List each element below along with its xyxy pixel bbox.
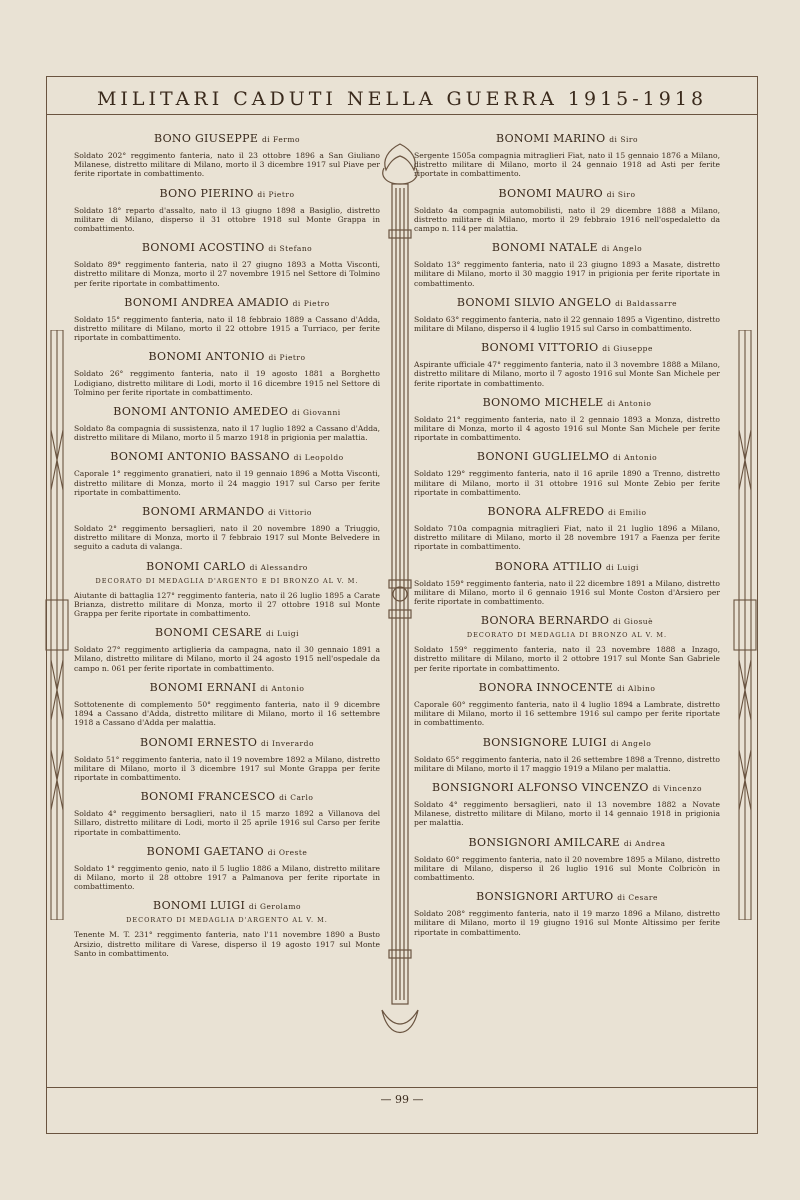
casualty-name: [414, 450, 720, 463]
casualty-record: Soldato 129° reggimento fanteria, nato il 16 aprile 1890 a Trenno, distretto militare di Milano, morto il 31 ottobre 1916 sul Monte Zebio per ferite riportate in combattimento.: [414, 469, 720, 497]
casualty-entry: [414, 450, 720, 497]
casualty-entry: [74, 845, 380, 892]
casualty-record: Soldato 15° reggimento fanteria, nato il 18 febbraio 1889 a Cassano d'Adda, distretto militare di Milano, morto il 22 ottobre 1915 a Turriaco, per ferite riportate in combattimento.: [74, 314, 380, 343]
casualty-record: Tenente M. T. 231° reggimento fanteria, nato l'11 novembre 1890 a Busto Arsizio, distretto militare di Varese, disperso il 19 agosto 1917 sul Monte Santo in combattimento.: [74, 930, 380, 958]
surname-given-name: BONSIGNORI ARTURO: [476, 890, 614, 904]
parent-name: di Angelo: [610, 738, 652, 748]
left-fasces-ornament: [44, 330, 70, 920]
page-title: MILITARI CADUTI NELLA GUERRA 1915-1918: [96, 88, 708, 110]
casualty-name: [74, 187, 380, 200]
parent-name: di Pietro: [268, 353, 306, 363]
casualty-record: Aspirante ufficiale 47° reggimento fanteria, nato il 3 novembre 1888 a Milano, distretto militare di Milano, morto il 7 agosto 1916 sul Monte San Michele per ferite riportate in combattimento.: [414, 360, 720, 388]
casualty-record: Soldato 18° reparto d'assalto, nato il 13 giugno 1898 a Basiglio, distretto militare di Milano, disperso il 31 ottobre 1918 sul Monte Grappa in combattimento.: [74, 205, 380, 234]
page-header: [46, 84, 758, 115]
casualty-name: [74, 626, 380, 639]
casualty-record: Soldato 26° reggimento fanteria, nato il 19 agosto 1881 a Borghetto Lodigiano, distretto militare di Lodi, morto il 16 dicembre 1915 nel Settore di Tolmino per ferite riportate in combattimento.: [74, 369, 380, 397]
casualty-entry: [74, 790, 380, 837]
surname-given-name: BONOMI CARLO: [146, 559, 246, 573]
surname-given-name: BONOMI ANDREA AMADIO: [124, 295, 289, 309]
surname-given-name: BONOMI VITTORIO: [481, 341, 599, 355]
decoration-note: DECORATO DI MEDAGLIA D'ARGENTO AL V. M.: [126, 916, 328, 925]
decoration-note: DECORATO DI MEDAGLIA DI BRONZO AL V. M.: [466, 631, 668, 640]
casualty-record: Sergente 1505a compagnia mitraglieri Fiat, nato il 15 gennaio 1876 a Milano, distretto militare di Milano, morto il 24 gennaio 1918 ad Asti per ferite riportate in combattimento.: [414, 151, 720, 179]
surname-given-name: BONOMI ERNANI: [149, 680, 257, 694]
casualty-name: [74, 736, 380, 749]
parent-name: di Giosuè: [612, 617, 654, 627]
parent-name: di Baldassarre: [615, 298, 678, 308]
casualty-record: Soldato 4° reggimento bersaglieri, nato il 13 novembre 1882 a Novate Milanese, distretto militare di Milano, morto il 14 gennaio 1918 in prigionia per malattia.: [414, 799, 720, 828]
right-fasces-ornament: [732, 330, 758, 920]
casualty-entry: [74, 132, 380, 179]
casualty-name: [74, 845, 380, 858]
casualty-record: Sottotenente di complemento 50° reggimento fanteria, nato il 9 dicembre 1894 a Cassano d'Adda, distretto militare di Milano, morto il 16 settembre 1918 a Cassano d'Adda per malattia.: [74, 699, 380, 728]
parent-name: di Antonio: [613, 453, 658, 463]
casualty-name: [414, 736, 720, 749]
surname-given-name: BONOMI ANTONIO: [148, 350, 265, 364]
casualty-record: Soldato 8a compagnia di sussistenza, nato il 17 luglio 1892 a Cassano d'Adda, distretto militare di Milano, morto il 5 marzo 1918 in prigionia per malattia.: [74, 424, 380, 443]
parent-name: di Antonio: [260, 683, 305, 693]
parent-name: di Giovanni: [291, 408, 341, 418]
surname-given-name: BONOMI FRANCESCO: [140, 790, 276, 804]
parent-name: di Siro: [609, 135, 638, 144]
casualty-record: Soldato 21° reggimento fanteria, nato il 2 gennaio 1893 a Monza, distretto militare di Monza, morto il 4 agosto 1916 sul Monte San Michele per ferite riportate in combattimento.: [414, 414, 720, 443]
casualty-record: Aiutante di battaglia 127° reggimento fanteria, nato il 26 luglio 1895 a Carate Brianza, distretto militare di Monza, morto il 27 ottobre 1918 sul Monte Grappa per ferite riportate in combattimento.: [74, 590, 380, 619]
casualty-entry: [74, 350, 380, 397]
surname-given-name: BONOMI ERNESTO: [140, 735, 258, 749]
casualty-name: [414, 241, 720, 254]
surname-given-name: BONORA INNOCENTE: [478, 680, 614, 694]
surname-given-name: BONOMI ACOSTINO: [141, 241, 265, 255]
casualty-entry: [414, 736, 720, 773]
surname-given-name: BONORA BERNARDO: [480, 614, 610, 628]
parent-name: di Stefano: [268, 244, 313, 254]
casualty-entry: [414, 781, 720, 828]
parent-name: di Siro: [606, 189, 636, 199]
casualty-entry: [74, 296, 380, 343]
casualty-entry: [414, 132, 720, 179]
parent-name: di Vittorio: [268, 508, 312, 518]
casualty-name: [414, 681, 720, 694]
surname-given-name: BONOMI NATALE: [491, 241, 598, 255]
casualty-entry: [74, 241, 380, 288]
parent-name: di Luigi: [266, 629, 299, 639]
surname-given-name: BONOMO MICHELE: [482, 395, 604, 409]
casualty-record: Soldato 89° reggimento fanteria, nato il 27 giugno 1893 a Motta Visconti, distretto militare di Monza, morto il 27 novembre 1915 nel Settore di Tolmino per ferite riportate in combattimento.: [74, 260, 380, 288]
casualty-entry: [414, 890, 720, 937]
surname-given-name: BONOMI ANTONIO AMEDEO: [113, 405, 289, 419]
casualty-record: Soldato 1° reggimento genio, nato il 5 luglio 1886 a Milano, distretto militare di Milano, morto il 28 ottobre 1917 a Palmanova per ferite riportate in combattimento.: [74, 863, 380, 892]
casualty-name: [414, 505, 720, 518]
casualty-entry: [414, 296, 720, 333]
casualty-name: [74, 790, 380, 803]
parent-name: di Vincenzo: [652, 783, 703, 793]
casualty-name: [74, 405, 380, 418]
casualty-record: Soldato 159° reggimento fanteria, nato il 22 dicembre 1891 a Milano, distretto militare di Milano, morto il 6 gennaio 1916 sul Monte Coston d'Arsiero per ferite riportate in combattimento.: [414, 578, 720, 607]
parent-name: di Giuseppe: [602, 344, 653, 354]
left-column: [74, 132, 380, 1087]
casualty-name: [74, 296, 380, 309]
parent-name: di Fermo: [261, 135, 300, 144]
surname-given-name: BONOMI CESARE: [155, 626, 263, 640]
parent-name: di Antonio: [607, 398, 652, 408]
surname-given-name: BONSIGNORI AMILCARE: [468, 835, 621, 849]
casualty-entry: [74, 899, 380, 958]
casualty-record: Soldato 208° reggimento fanteria, nato il 19 marzo 1896 a Milano, distretto militare di Milano, morto il 19 giugno 1916 sul Monte Altissimo per ferite riportate in combattimento.: [414, 909, 720, 937]
casualty-entry: [414, 341, 720, 388]
parent-name: di Pietro: [257, 189, 295, 199]
page-footer: [46, 1087, 758, 1108]
casualty-name: [414, 341, 720, 354]
casualty-record: Soldato 4a compagnia automobilisti, nato il 29 dicembre 1888 a Milano, distretto militare di Milano, morto il 29 febbraio 1916 nell'ospedaletto da campo n. 114 per malattia.: [414, 205, 720, 234]
right-column: [414, 132, 720, 1087]
casualty-name: [414, 187, 720, 200]
parent-name: di Angelo: [601, 244, 643, 254]
casualty-record: Soldato 63° reggimento fanteria, nato il 22 gennaio 1895 a Vigentino, distretto militare di Milano, disperso il 4 luglio 1915 sul Carso in combattimento.: [414, 314, 720, 334]
casualty-entry: [414, 614, 720, 673]
surname-given-name: BONOMI ARMANDO: [142, 505, 265, 519]
parent-name: di Albino: [616, 683, 656, 693]
casualty-entry: [74, 681, 380, 728]
surname-given-name: BONO PIERINO: [159, 186, 254, 200]
casualty-name: [74, 681, 380, 694]
parent-name: di Oreste: [267, 847, 308, 857]
surname-given-name: BONOMI GAETANO: [146, 844, 264, 858]
casualty-name: [414, 890, 720, 903]
casualty-record: Caporale 60° reggimento fanteria, nato il 4 luglio 1894 a Lambrate, distretto militare di Milano, morto il 16 settembre 1916 sul campo per ferite riportate in combattimento.: [414, 699, 720, 728]
casualty-record: Soldato 65° reggimento fanteria, nato il 26 settembre 1898 a Trenno, distretto militare di Milano, morto il 17 maggio 1919 a Milano per malattia.: [414, 754, 720, 773]
page-number: — 99 —: [380, 1093, 424, 1106]
surname-given-name: BONSIGNORE LUIGI: [482, 735, 608, 749]
casualty-record: Soldato 202° reggimento fanteria, nato il 23 ottobre 1896 a San Giuliano Milanese, distretto militare di Milano, morto il 3 dicembre 1917 sul Piave per ferite riportate in combattimento.: [74, 151, 380, 179]
casualty-entry: [74, 187, 380, 234]
casualty-name: [74, 560, 380, 573]
parent-name: di Andrea: [623, 838, 666, 848]
casualty-name: [414, 614, 720, 627]
casualty-record: Soldato 27° reggimento artiglieria da campagna, nato il 30 gennaio 1891 a Milano, distretto militare di Milano, morto il 24 agosto 1915 nell'ospedale da campo n. 061 per ferite riportate in combattimento.: [74, 645, 380, 673]
surname-given-name: BONOMI ANTONIO BASSANO: [110, 450, 290, 464]
casualty-record: Soldato 2° reggimento bersaglieri, nato il 20 novembre 1890 a Triuggio, distretto militare di Monza, morto il 7 febbraio 1917 sul Monte Belvedere in seguito a caduta di valanga.: [74, 524, 380, 552]
parent-name: di Alessandro: [249, 562, 308, 572]
parent-name: di Pietro: [292, 298, 330, 308]
casualty-entry: [74, 505, 380, 552]
casualty-name: [74, 505, 380, 518]
casualty-record: Soldato 13° reggimento fanteria, nato il 23 giugno 1893 a Masate, distretto militare di Milano, morto il 30 maggio 1917 in prigionia per ferite riportate in combattimento.: [414, 260, 720, 288]
surname-given-name: BONOMI MAURO: [498, 186, 603, 200]
parent-name: di Gerolamo: [248, 902, 302, 912]
casualty-entry: [74, 736, 380, 783]
casualty-name: [414, 132, 720, 145]
casualty-entry: [414, 396, 720, 443]
casualty-record: Soldato 159° reggimento fanteria, nato il 23 novembre 1888 a Inzago, distretto militare di Milano, morto il 2 ottobre 1917 sul Monte San Gabriele per ferite riportate in combattimento.: [414, 645, 720, 673]
casualty-entry: [414, 681, 720, 728]
casualty-name: [414, 781, 720, 794]
casualty-entry: [414, 560, 720, 607]
casualty-entry: [74, 450, 380, 497]
casualty-name: [74, 132, 380, 145]
parent-name: di Luigi: [605, 562, 639, 572]
casualty-entry: [414, 836, 720, 883]
casualty-entry: [74, 405, 380, 442]
surname-given-name: BONOMI LUIGI: [152, 899, 246, 913]
surname-given-name: BONSIGNORI ALFONSO VINCENZO: [431, 780, 649, 794]
casualty-entry: [74, 560, 380, 619]
casualty-name: [414, 836, 720, 849]
surname-given-name: BONORA ALFREDO: [487, 505, 605, 519]
parent-name: di Inverardo: [260, 738, 314, 748]
casualty-record: Soldato 710a compagnia mitraglieri Fiat, nato il 21 luglio 1896 a Milano, distretto militare di Milano, morto il 28 novembre 1917 a Faenza per ferite riportate in combattimento.: [414, 524, 720, 552]
casualty-entry: [414, 505, 720, 552]
surname-given-name: BONOMI SILVIO ANGELO: [456, 295, 612, 309]
casualty-name: [74, 350, 380, 363]
casualty-record: Soldato 51° reggimento fanteria, nato il 19 novembre 1892 a Milano, distretto militare di Milano, morto il 3 dicembre 1917 sul Monte Grappa per ferite riportate in combattimento.: [74, 754, 380, 782]
casualty-name: [414, 296, 720, 309]
parent-name: di Carlo: [279, 793, 314, 803]
parent-name: di Leopoldo: [293, 453, 344, 463]
casualty-name: [414, 396, 720, 409]
casualty-name: [74, 899, 380, 912]
surname-given-name: BONO GIUSEPPE: [154, 132, 259, 145]
surname-given-name: BONONI GUGLIELMO: [476, 450, 610, 464]
parent-name: di Cesare: [617, 893, 658, 903]
casualty-record: Soldato 60° reggimento fanteria, nato il 20 novembre 1895 a Milano, distretto militare di Milano, disperso il 26 luglio 1916 sul Monte Colbricòn in combattimento.: [414, 854, 720, 882]
surname-given-name: BONOMI MARINO: [496, 132, 606, 145]
casualty-entry: [74, 626, 380, 673]
casualty-name: [74, 241, 380, 254]
casualty-name: [414, 560, 720, 573]
casualty-record: Soldato 4° reggimento bersaglieri, nato il 15 marzo 1892 a Villanova del Sillaro, distretto militare di Lodi, morto il 25 aprile 1916 sul Carso per ferite riportate in combattimento.: [74, 809, 380, 837]
surname-given-name: BONORA ATTILIO: [495, 559, 603, 573]
casualty-name: [74, 450, 380, 463]
parent-name: di Emilio: [608, 508, 647, 518]
decoration-note: DECORATO DI MEDAGLIA D'ARGENTO E DI BRONZO AL V. M.: [95, 576, 359, 585]
casualty-record: Caporale 1° reggimento granatieri, nato il 19 gennaio 1896 a Motta Visconti, distretto militare di Monza, morto il 24 maggio 1917 sul Carso per ferite riportate in combattimento.: [74, 469, 380, 497]
casualty-entry: [414, 187, 720, 234]
casualty-entry: [414, 241, 720, 288]
